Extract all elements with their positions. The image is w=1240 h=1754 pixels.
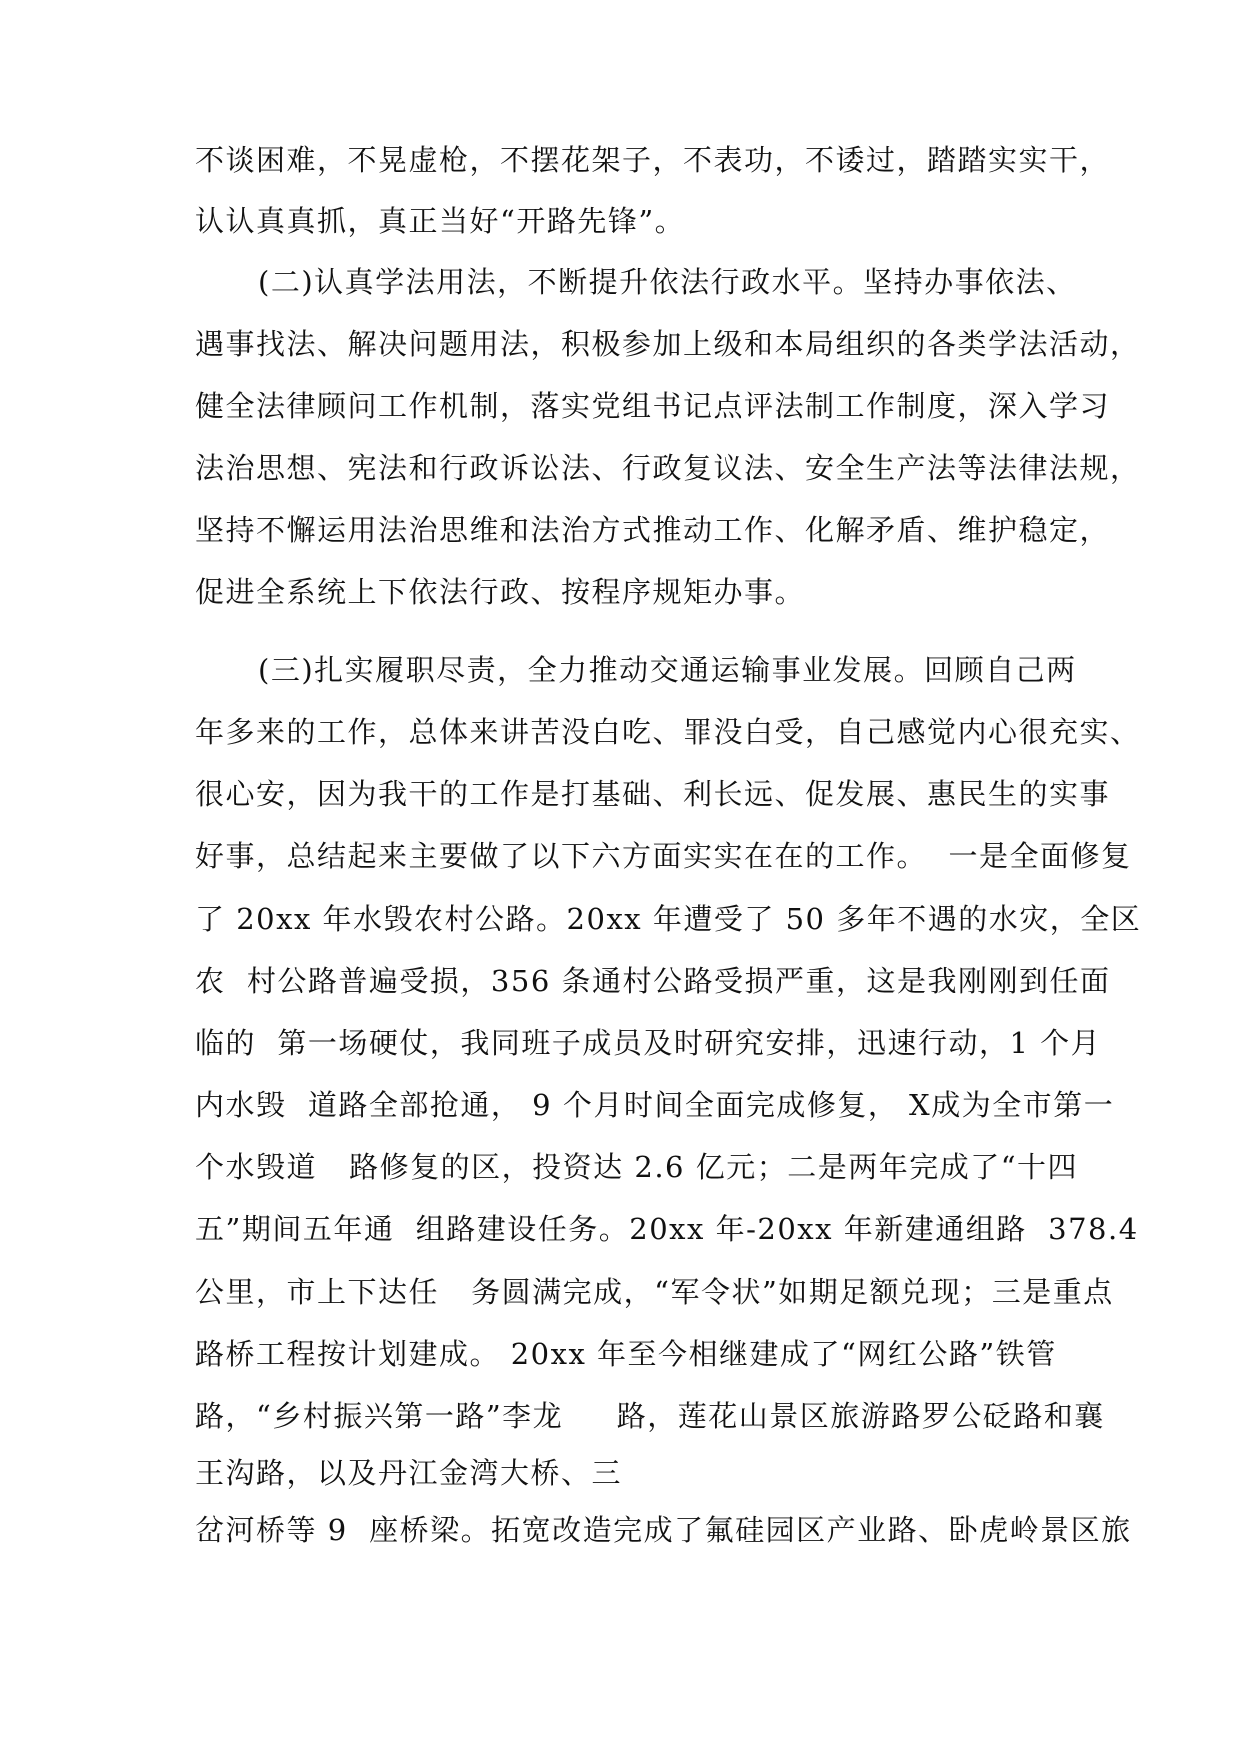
- text-line: 了 20xx 年水毁农村公路。20xx 年遭受了 50 多年不遇的水灾，全区: [195, 902, 1142, 936]
- text-line: 临的 第一场硬仗，我同班子成员及时研究安排，迅速行动，1 个月: [195, 1026, 1102, 1060]
- text-line: 岔河桥等 9 座桥梁。拓宽改造完成了氟硅园区产业路、卧虎岭景区旅: [195, 1513, 1132, 1547]
- text-line: 路，“乡村振兴第一路”李龙 路，莲花山景区旅游路罗公砭路和襄: [195, 1399, 1105, 1433]
- text-line: 法治思想、宪法和行政诉讼法、行政复议法、安全生产法等法律法规，: [195, 451, 1141, 485]
- text-line: 年多来的工作，总体来讲苦没白吃、罪没白受，自己感觉内心很充实、: [195, 715, 1141, 749]
- text-line: 坚持不懈运用法治思维和法治方式推动工作、化解矛盾、维护稳定，: [195, 513, 1111, 547]
- text-line: 好事，总结起来主要做了以下六方面实实在在的工作。 一是全面修复: [195, 839, 1132, 873]
- text-line: 五”期间五年通 组路建设任务。20xx 年-20xx 年新建通组路 378.4: [195, 1212, 1139, 1246]
- text-line: 不谈困难，不晃虚枪，不摆花架子，不表功，不诿过，踏踏实实干，: [195, 143, 1111, 177]
- text-line: 路桥工程按计划建成。 20xx 年至今相继建成了“网红公路”铁管: [195, 1337, 1057, 1371]
- text-line: 促进全系统上下依法行政、按程序规矩办事。: [195, 575, 806, 609]
- text-line: (二)认真学法用法，不断提升依法行政水平。坚持办事依法、: [258, 265, 1077, 299]
- text-line: 认认真真抓，真正当好“开路先锋”。: [195, 204, 686, 238]
- text-line: 公里，市上下达任 务圆满完成，“军令状”如期足额兑现；三是重点: [195, 1275, 1114, 1309]
- text-line: 王沟路，以及丹江金湾大桥、三: [195, 1456, 623, 1490]
- text-line: 个水毁道 路修复的区，投资达 2.6 亿元；二是两年完成了“十四: [195, 1150, 1079, 1184]
- text-line: 遇事找法、解决问题用法，积极参加上级和本局组织的各类学法活动，: [195, 327, 1141, 361]
- text-line: 很心安，因为我干的工作是打基础、利长远、促发展、惠民生的实事: [195, 777, 1111, 811]
- text-line: 健全法律顾问工作机制，落实党组书记点评法制工作制度，深入学习: [195, 389, 1111, 423]
- text-line: 内水毁 道路全部抢通， 9 个月时间全面完成修复， X成为全市第一: [195, 1088, 1115, 1122]
- text-line: (三)扎实履职尽责，全力推动交通运输事业发展。回顾自己两: [258, 653, 1077, 687]
- text-line: 农 村公路普遍受损，356 条通村公路受损严重，这是我刚刚到任面: [195, 964, 1111, 998]
